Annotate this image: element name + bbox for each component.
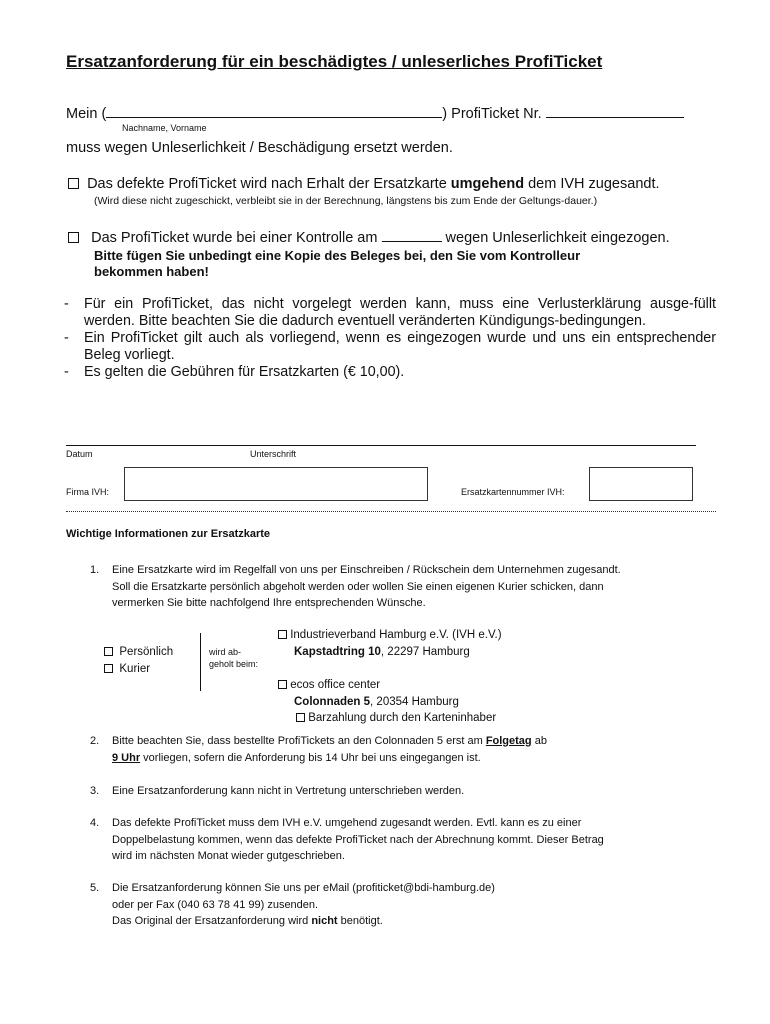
kurier-label: Kurier xyxy=(119,662,151,675)
info-item-number: 5. xyxy=(90,882,100,894)
loc2-name: ecos office center xyxy=(290,679,381,691)
intro-line2: muss wegen Unleserlichkeit / Beschädigung ersetzt werden. xyxy=(66,140,453,156)
info-item-4 xyxy=(0,815,770,867)
info-item-2 xyxy=(0,733,770,769)
bullet-dash: - xyxy=(64,330,69,346)
loc2-street: Colonnaden 5 xyxy=(294,695,371,708)
info-item-3 xyxy=(0,783,770,801)
name-caption: Nachname, Vorname xyxy=(122,123,207,133)
info-item1-line3: vermerken Sie bitte nachfolgend Ihre entsprechenden Wünsche. xyxy=(112,597,426,609)
info-item1-line2: Soll die Ersatzkarte persönlich abgeholt werden oder wollen Sie einen eigenen Kurier schicken, dann xyxy=(112,580,604,593)
loc2-city: , 20354 Hamburg xyxy=(370,695,459,708)
firma-label: Firma IVH: xyxy=(66,487,110,497)
pickup-divider xyxy=(200,633,201,691)
info-item1-line1: Eine Ersatzkarte wird im Regelfall von uns per Einschreiben / Rückschein dem Unternehmen zugesandt. xyxy=(112,564,621,576)
option2-checkbox[interactable] xyxy=(68,232,79,243)
info-item2-line1 xyxy=(112,733,547,750)
bullet-dash: - xyxy=(64,296,69,312)
option2-bold-line2: bekommen haben! xyxy=(94,264,209,279)
cash-checkbox[interactable] xyxy=(296,713,305,722)
option2-text-b: wegen Unleserlichkeit eingezogen. xyxy=(445,230,670,246)
mein-suffix: ) ProfiTicket Nr. xyxy=(442,106,542,122)
loc2-address xyxy=(278,694,496,711)
kurier-checkbox[interactable] xyxy=(104,664,113,673)
info-item-number: 3. xyxy=(90,785,100,797)
option2-notice xyxy=(94,248,580,280)
item2-folgetag: Folgetag xyxy=(485,735,532,747)
page-title: Ersatzanforderung für ein beschädigtes / unleserliches ProfiTicket xyxy=(66,52,603,71)
loc1-address xyxy=(278,644,502,661)
name-field[interactable] xyxy=(106,105,442,118)
info-item2-line2 xyxy=(112,750,481,767)
info-heading: Wichtige Informationen zur Ersatzkarte xyxy=(66,528,271,540)
option1-checkbox[interactable] xyxy=(68,178,79,189)
loc1-city: , 22297 Hamburg xyxy=(380,645,470,658)
item2-text-a: Bitte beachten Sie, dass bestellte ProfiTickets an den Colonnaden 5 erst am xyxy=(112,735,486,747)
item2-text-b: ab xyxy=(531,735,547,747)
kartennummer-field[interactable] xyxy=(589,467,693,501)
bullet-item xyxy=(64,296,716,330)
option1-text-a: Das defekte ProfiTicket wird nach Erhalt der Ersatzkarte xyxy=(87,176,451,192)
pickup-location-ecos xyxy=(278,677,496,727)
option2-bold-line1: Bitte fügen Sie unbedingt eine Kopie des Beleges bei, den Sie vom Kontrolleur xyxy=(94,248,581,263)
item5-text-a: Das Original der Ersatzanforderung wird xyxy=(112,915,312,927)
bullet-item xyxy=(64,330,716,364)
option1-text-b: dem IVH zugesandt. xyxy=(524,176,660,192)
info-item4-line3: wird im nächsten Monat wieder gutgeschrieben. xyxy=(112,850,345,862)
option2-text-a: Das ProfiTicket wurde bei einer Kontrolle am xyxy=(91,230,378,246)
option1-row xyxy=(68,176,660,192)
info-item5-line2: oder per Fax (040 63 78 41 99) zusenden. xyxy=(112,898,319,911)
ticket-number-field[interactable] xyxy=(546,105,684,118)
info-item4-line2: Doppelbelastung kommen, wenn das defekte ProfiTicket nach der Abrechnung kommt. Dieser Betrag xyxy=(112,833,604,846)
loc2-checkbox[interactable] xyxy=(278,680,287,689)
datum-label: Datum xyxy=(66,449,93,459)
item5-text-b: benötigt. xyxy=(337,915,383,927)
geholt-beim-label: geholt beim: xyxy=(209,659,259,669)
option1-note: (Wird diese nicht zugeschickt, verbleibt sie in der Berechnung, längstens bis zum Ende der Geltungs-dauer.) xyxy=(94,195,598,207)
info-item-1 xyxy=(0,562,770,622)
pickup-persoenlich xyxy=(104,644,173,661)
item2-uhr: 9 Uhr xyxy=(112,751,141,764)
mein-prefix: Mein ( xyxy=(66,106,107,122)
loc1-street: Kapstadtring 10 xyxy=(294,645,381,658)
loc2-cash-row xyxy=(278,710,496,727)
kartennummer-label: Ersatzkartennummer IVH: xyxy=(461,487,565,497)
item2-text-c: vorliegen, sofern die Anforderung bis 14 Uhr bei uns eingegangen ist. xyxy=(140,751,481,764)
persoenlich-label: Persönlich xyxy=(119,646,174,658)
option2-row xyxy=(68,229,670,246)
loc1-row xyxy=(278,627,502,644)
pickup-location-ivh xyxy=(278,627,502,660)
name-line xyxy=(66,105,684,122)
loc1-checkbox[interactable] xyxy=(278,630,287,639)
unterschrift-label: Unterschrift xyxy=(250,449,297,459)
bullet-text: Ein ProfiTicket gilt auch als vorliegend, wenn es eingezogen wurde und uns ein entsprechender Beleg vorliegt. xyxy=(84,330,716,363)
bullet-list xyxy=(64,296,716,381)
loc1-name: Industrieverband Hamburg e.V. (IVH e.V.) xyxy=(290,629,502,641)
info-item-number: 4. xyxy=(90,817,100,829)
kontrolle-date-field[interactable] xyxy=(382,229,442,242)
bullet-dash: - xyxy=(64,364,69,380)
loc2-row xyxy=(278,677,496,694)
info-item4-line1: Das defekte ProfiTicket muss dem IVH e.V. umgehend zugesandt werden. Evtl. kann es zu einer xyxy=(112,817,582,829)
persoenlich-checkbox[interactable] xyxy=(104,647,113,656)
pickup-options xyxy=(104,644,173,677)
info-item-number: 2. xyxy=(90,735,100,747)
pickup-kurier xyxy=(104,661,173,678)
firma-field[interactable] xyxy=(124,467,428,501)
info-item-number: 1. xyxy=(90,564,100,576)
bullet-item xyxy=(64,364,716,381)
item5-bold: nicht xyxy=(311,915,338,927)
bullet-text: Für ein ProfiTicket, das nicht vorgelegt werden kann, muss eine Verlusterklärung ausge-füllt werden. Bitte beachten Sie die dadurch eventuell veränderten Kündigungs-bedingungen. xyxy=(84,296,716,329)
pickup-wird-abgeholt xyxy=(209,646,258,670)
option1-text-bold: umgehend xyxy=(450,176,525,192)
signature-line xyxy=(66,445,696,446)
info-item5-line1: Die Ersatzanforderung können Sie uns per eMail (profiticket@bdi-hamburg.de) xyxy=(112,882,495,894)
dotted-divider xyxy=(66,511,716,512)
bullet-text: Es gelten die Gebühren für Ersatzkarten (€ 10,00). xyxy=(84,364,405,380)
loc2-cash: Barzahlung durch den Karteninhaber xyxy=(308,712,497,724)
info-item3-text: Eine Ersatzanforderung kann nicht in Vertretung unterschrieben werden. xyxy=(112,785,465,797)
info-item-5 xyxy=(0,880,770,932)
info-item5-line3 xyxy=(112,913,383,930)
wird-ab-label: wird ab- xyxy=(209,647,242,657)
